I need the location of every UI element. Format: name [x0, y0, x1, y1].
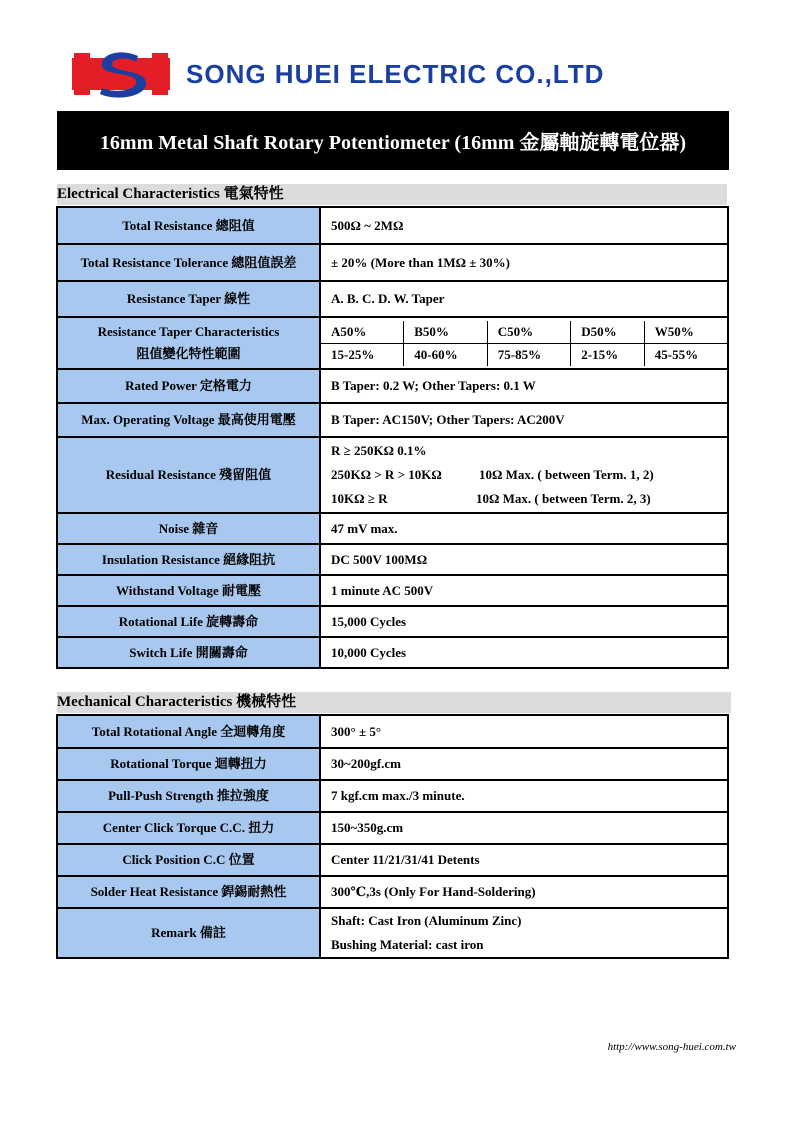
pull-push-value: 7 kgf.cm max./3 minute.	[320, 780, 728, 812]
switch-life-label: Switch Life 開關壽命	[57, 637, 320, 668]
mechanical-table	[56, 714, 729, 959]
taper-header-a: A50%	[321, 321, 404, 344]
taper-characteristics-cell	[320, 317, 728, 369]
table-row	[57, 207, 728, 244]
table-row	[57, 317, 728, 369]
tolerance-value: ± 20% (More than 1MΩ ± 30%)	[320, 244, 728, 281]
taper-value: A. B. C. D. W. Taper	[320, 281, 728, 317]
taper-header-w: W50%	[644, 321, 727, 344]
torque-label: Rotational Torque 迴轉扭力	[57, 748, 320, 780]
website-url[interactable]: http://www.song-huei.com.tw	[607, 1041, 736, 1053]
residual-line-3	[331, 487, 727, 511]
max-voltage-value: B Taper: AC150V; Other Tapers: AC200V	[320, 403, 728, 437]
insulation-label: Insulation Resistance 絕緣阻抗	[57, 544, 320, 575]
table-row	[57, 876, 728, 908]
electrical-heading: Electrical Characteristics 電氣特性	[57, 184, 727, 205]
rated-power-label: Rated Power 定格電力	[57, 369, 320, 403]
click-position-label: Click Position C.C 位置	[57, 844, 320, 876]
click-position-value: Center 11/21/31/41 Detents	[320, 844, 728, 876]
residual-line-2-value: 10Ω Max. ( between Term. 1, 2)	[479, 467, 654, 482]
angle-label: Total Rotational Angle 全迴轉角度	[57, 715, 320, 748]
total-resistance-label: Total Resistance 總阻值	[57, 207, 320, 244]
taper-value-c: 75-85%	[487, 343, 571, 366]
total-resistance-value: 500Ω ~ 2MΩ	[320, 207, 728, 244]
insulation-value: DC 500V 100MΩ	[320, 544, 728, 575]
solder-value: 300℃,3s (Only For Hand-Soldering)	[320, 876, 728, 908]
angle-value: 300° ± 5°	[320, 715, 728, 748]
torque-value: 30~200gf.cm	[320, 748, 728, 780]
switch-life-value: 10,000 Cycles	[320, 637, 728, 668]
solder-label: Solder Heat Resistance 銲錫耐熱性	[57, 876, 320, 908]
taper-characteristics-label-en: Resistance Taper Characteristics	[97, 324, 280, 339]
residual-line-3-condition: 10KΩ ≥ R	[331, 491, 388, 506]
taper-label: Resistance Taper 線性	[57, 281, 320, 317]
table-row	[57, 844, 728, 876]
noise-value: 47 mV max.	[320, 513, 728, 544]
taper-header-c: C50%	[487, 321, 571, 344]
residual-line-1: R ≥ 250KΩ 0.1%	[331, 443, 427, 458]
click-torque-value: 150~350g.cm	[320, 812, 728, 844]
withstand-label: Withstand Voltage 耐電壓	[57, 575, 320, 606]
table-row	[57, 812, 728, 844]
taper-header-d: D50%	[571, 321, 645, 344]
taper-header-b: B50%	[404, 321, 488, 344]
table-row	[57, 780, 728, 812]
table-row	[57, 544, 728, 575]
remark-line-1: Shaft: Cast Iron (Aluminum Zinc)	[331, 913, 522, 928]
max-voltage-label: Max. Operating Voltage 最高使用電壓	[57, 403, 320, 437]
taper-characteristics-grid	[321, 321, 727, 366]
taper-characteristics-label	[57, 317, 320, 369]
tolerance-label: Total Resistance Tolerance 總阻值誤差	[57, 244, 320, 281]
table-row	[57, 369, 728, 403]
taper-value-b: 40-60%	[404, 343, 488, 366]
residual-line-2-condition: 250KΩ > R > 10KΩ	[331, 467, 442, 482]
document-title: 16mm Metal Shaft Rotary Potentiometer (16mm 金屬軸旋轉電位器)	[57, 111, 729, 170]
table-row	[57, 715, 728, 748]
table-row	[57, 437, 728, 513]
taper-value-a: 15-25%	[321, 343, 404, 366]
rated-power-value: B Taper: 0.2 W; Other Tapers: 0.1 W	[320, 369, 728, 403]
remark-value	[320, 908, 728, 958]
taper-value-w: 45-55%	[654, 346, 699, 362]
company-name: SONG HUEI ELECTRIC CO.,LTD	[186, 59, 605, 89]
table-row	[57, 748, 728, 780]
table-row	[57, 513, 728, 544]
remark-line-2: Bushing Material: cast iron	[331, 937, 484, 952]
pull-push-label: Pull-Push Strength 推拉強度	[57, 780, 320, 812]
noise-label: Noise 雜音	[57, 513, 320, 544]
table-row	[57, 403, 728, 437]
residual-label: Residual Resistance 殘留阻值	[57, 437, 320, 513]
company-logo	[72, 50, 170, 98]
table-row	[57, 637, 728, 668]
table-row	[57, 575, 728, 606]
table-row	[57, 908, 728, 958]
table-row	[57, 244, 728, 281]
table-row	[57, 606, 728, 637]
mechanical-heading: Mechanical Characteristics 機械特性	[57, 692, 731, 713]
residual-line-3-value: 10Ω Max. ( between Term. 2, 3)	[476, 491, 651, 506]
rotational-life-value: 15,000 Cycles	[320, 606, 728, 637]
rotational-life-label: Rotational Life 旋轉壽命	[57, 606, 320, 637]
residual-value	[320, 437, 728, 513]
withstand-value: 1 minute AC 500V	[320, 575, 728, 606]
electrical-table	[56, 206, 729, 669]
click-torque-label: Center Click Torque C.C. 扭力	[57, 812, 320, 844]
taper-characteristics-label-zh: 阻值變化特性範圍	[136, 346, 241, 361]
table-row	[57, 281, 728, 317]
taper-value-d: 2-15%	[571, 343, 645, 366]
residual-line-2	[331, 463, 727, 487]
remark-label: Remark 備註	[57, 908, 320, 958]
